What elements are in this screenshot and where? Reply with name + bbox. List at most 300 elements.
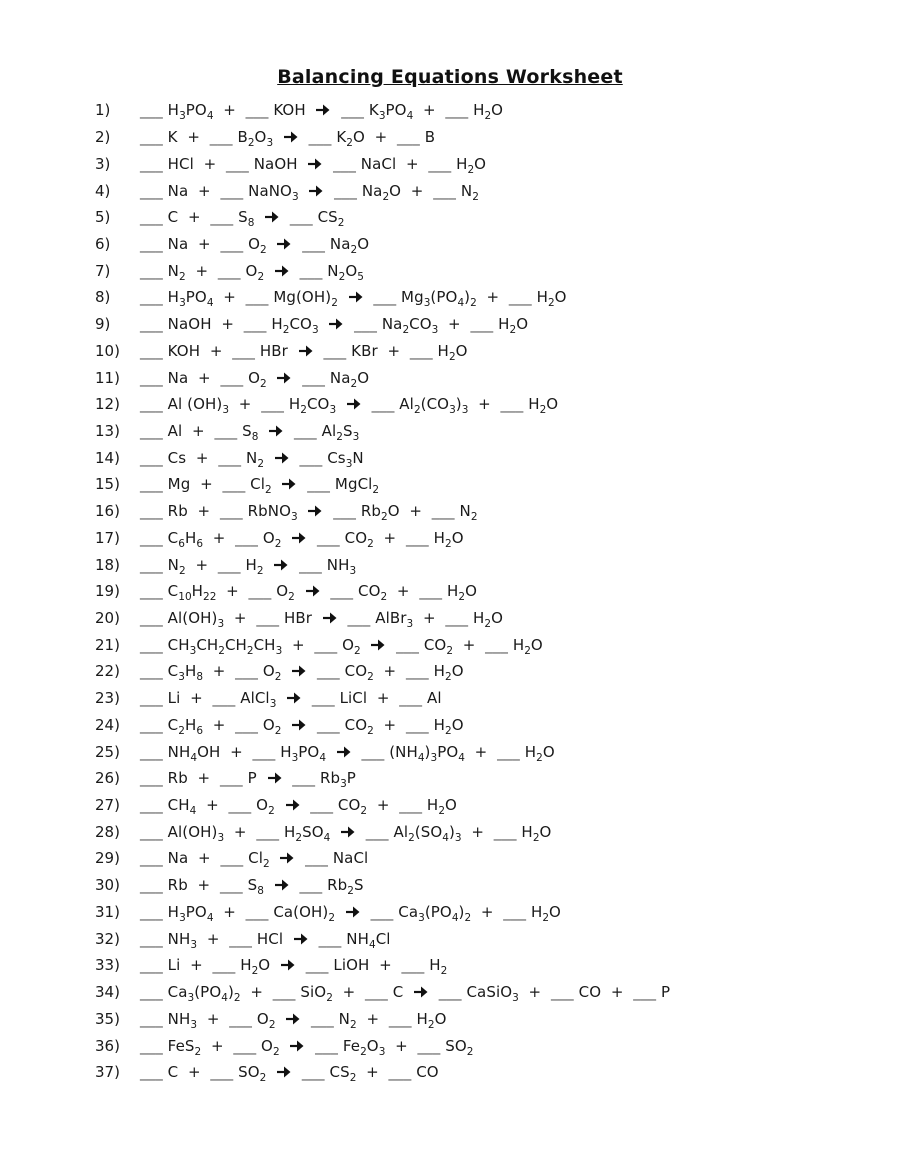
fill-in-blank: ___ (229, 1009, 253, 1028)
fill-in-blank: ___ (354, 315, 377, 334)
fill-in-blank: ___ (235, 715, 258, 734)
equation-number: 7) (95, 261, 111, 280)
arrow-icon (283, 128, 299, 146)
arrow-icon (308, 182, 324, 200)
equation-number: 1) (95, 101, 111, 120)
fill-in-blank: ___ (140, 956, 163, 975)
subscript: 6 (178, 537, 185, 550)
fill-in-blank: ___ (228, 796, 252, 815)
equation-text: ___ Al $(OH)_3$ + ___ $H_2CO_3$ ___ $Al_2(CO_3)_3$ + ___ $H_2O$ (140, 395, 559, 417)
fill-in-blank: ___ (140, 876, 163, 895)
subscript: 2 (194, 1045, 202, 1058)
fill-in-blank: ___ (334, 181, 357, 200)
fill-in-blank: ___ (222, 475, 246, 494)
fill-in-blank: ___ (140, 1063, 163, 1082)
equation-text: ___ $Al(OH)_3$ + ___ HBr ___ AlBr$_3$ + ___ $H_2O$ (140, 609, 504, 631)
subscript: 3 (311, 324, 319, 337)
equation-text: ___ $N_2$ + ___ $H_2$ ___ $NH_3$ (140, 555, 357, 577)
fill-in-blank: ___ (318, 929, 342, 948)
subscript: 3 (291, 190, 299, 203)
fill-in-blank: ___ (307, 475, 331, 494)
subscript: 2 (257, 457, 265, 470)
subscript: 3 (378, 110, 386, 123)
subscript: 2 (532, 831, 540, 844)
equation-number: 34) (95, 983, 120, 1002)
equation-text: ___ Na + ___ $Cl_2$ ___ NaCl (140, 849, 369, 871)
subscript: 4 (406, 110, 414, 123)
equation-text: ___ $C_{10}H_{22}$ + ___ $O_2$ ___ $CO_2$ + ___ $H_2O$ (140, 582, 477, 604)
fill-in-blank: ___ (633, 983, 657, 1002)
equation-row (95, 952, 870, 979)
subscript: 4 (190, 751, 198, 764)
fill-in-blank: ___ (330, 582, 354, 601)
equation-row (95, 391, 870, 418)
fill-in-blank: ___ (209, 128, 233, 147)
equation-number: 13) (95, 421, 120, 440)
fill-in-blank: ___ (316, 715, 340, 734)
fill-in-blank: ___ (365, 983, 388, 1002)
equation-list (0, 97, 900, 1086)
subscript: 3 (345, 457, 353, 470)
fill-in-blank: ___ (229, 929, 253, 948)
fill-in-blank: ___ (245, 101, 269, 120)
subscript: 2 (233, 992, 241, 1005)
arrow-icon (268, 422, 284, 440)
fill-in-blank: ___ (397, 128, 420, 147)
equation-row (95, 792, 870, 819)
fill-in-blank: ___ (140, 582, 163, 601)
subscript: 4 (189, 805, 197, 818)
arrow-icon (348, 288, 364, 306)
fill-in-blank: ___ (361, 742, 385, 761)
equation-text: ___ Na + ___ $O_2$ ___ $Na_2O$ (140, 234, 370, 256)
fill-in-blank: ___ (140, 421, 163, 440)
fill-in-blank: ___ (140, 635, 163, 654)
equation-number: 20) (95, 609, 120, 628)
equation-number: 35) (95, 1009, 120, 1028)
fill-in-blank: ___ (243, 315, 267, 334)
subscript: 3 (266, 137, 274, 150)
arrow-icon (291, 662, 307, 680)
subscript: 2 (300, 404, 307, 417)
subscript: 2 (539, 404, 547, 417)
subscript: 3 (275, 644, 283, 657)
equation-number: 11) (95, 368, 120, 387)
subscript: 2 (367, 537, 374, 550)
fill-in-blank: ___ (256, 609, 280, 628)
fill-in-blank: ___ (314, 635, 338, 654)
fill-in-blank: ___ (310, 796, 334, 815)
fill-in-blank: ___ (302, 368, 326, 387)
subscript: 3 (418, 911, 425, 924)
subscript: 3 (329, 404, 337, 417)
subscript: 2 (367, 671, 374, 684)
arrow-icon (267, 769, 283, 787)
equation-row (95, 124, 870, 151)
fill-in-blank: ___ (299, 555, 322, 574)
equation-number: 29) (95, 849, 120, 868)
subscript: 3 (179, 297, 186, 310)
equation-number: 25) (95, 742, 120, 761)
fill-in-blank: ___ (140, 475, 163, 494)
equation-row (95, 925, 870, 952)
fill-in-blank: ___ (419, 582, 443, 601)
subscript: 2 (256, 564, 264, 577)
subscript: 3 (349, 564, 357, 577)
subscript: 2 (484, 618, 492, 631)
fill-in-blank: ___ (210, 208, 234, 227)
fill-in-blank: ___ (293, 421, 317, 440)
subscript: 2 (472, 190, 479, 203)
subscript: 2 (274, 724, 282, 737)
fill-in-blank: ___ (232, 341, 256, 360)
fill-in-blank: ___ (140, 502, 163, 521)
equation-text: ___ $CH_3CH_2CH_2CH_3$ + ___ $O_2$ ___ $CO_2$ + ___ $H_2O$ (140, 635, 543, 657)
fill-in-blank: ___ (445, 609, 469, 628)
fill-in-blank: ___ (550, 983, 574, 1002)
subscript: 6 (196, 537, 204, 550)
fill-in-blank: ___ (311, 689, 335, 708)
subscript: 2 (336, 430, 343, 443)
equation-text: ___ HCl + ___ NaOH ___ NaCl + ___ $H_2O$ (140, 154, 487, 176)
equation-text: ___ $Al(OH)_3$ + ___ $H_2SO_4$ ___ $Al_2(SO_4)_3$ + ___ $H_2O$ (140, 822, 552, 844)
subscript: 3 (269, 698, 277, 711)
subscript: 4 (369, 938, 376, 951)
subscript: 3 (512, 992, 519, 1005)
fill-in-blank: ___ (261, 395, 285, 414)
fill-in-blank: ___ (289, 208, 313, 227)
subscript: 2 (218, 644, 225, 657)
equation-text: ___ K + ___ $B_2O_3$ ___ $K_2O$ + ___ B (140, 128, 436, 150)
subscript: 3 (187, 992, 195, 1005)
equation-text: ___ $H_3PO_4$ + ___ $Ca(OH)_2$ ___ $Ca_3(PO_4)_2$ + ___ $H_2O$ (140, 902, 561, 924)
fill-in-blank: ___ (220, 849, 244, 868)
equation-text: ___ $C_2H_6$ + ___ $O_2$ ___ $CO_2$ + ___ $H_2O$ (140, 715, 464, 737)
equation-text: ___ KOH + ___ HBr ___ KBr + ___ $H_2O$ (140, 341, 468, 363)
fill-in-blank: ___ (401, 956, 425, 975)
equation-row (95, 899, 870, 926)
fill-in-blank: ___ (292, 769, 316, 788)
subscript: 3 (352, 430, 360, 443)
subscript: 3 (179, 110, 186, 123)
fill-in-blank: ___ (217, 555, 241, 574)
equation-row (95, 231, 870, 258)
fill-in-blank: ___ (399, 796, 423, 815)
fill-in-blank: ___ (333, 154, 356, 173)
subscript: 2 (268, 805, 275, 818)
fill-in-blank: ___ (405, 528, 429, 547)
equation-row (95, 150, 870, 177)
arrow-icon (307, 502, 323, 520)
subscript: 2 (360, 1045, 367, 1058)
fill-in-blank: ___ (140, 261, 163, 280)
equation-row (95, 204, 870, 231)
subscript: 6 (196, 724, 204, 737)
fill-in-blank: ___ (365, 822, 389, 841)
subscript: 3 (179, 911, 186, 924)
subscript: 2 (274, 671, 282, 684)
equation-number: 6) (95, 234, 111, 253)
equation-number: 5) (95, 208, 111, 227)
subscript: 2 (179, 564, 186, 577)
equation-row (95, 979, 870, 1006)
equation-text: ___ $C_6H_6$ + ___ $O_2$ ___ $CO_2$ + ___ $H_2O$ (140, 528, 464, 550)
fill-in-blank: ___ (233, 1036, 257, 1055)
page-title: Balancing Equations Worksheet (277, 66, 623, 88)
fill-in-blank: ___ (431, 502, 455, 521)
subscript: 2 (402, 324, 410, 337)
equation-text: ___ Al + ___ $S_8$ ___ $Al_2S_3$ (140, 421, 360, 443)
fill-in-blank: ___ (305, 849, 328, 868)
fill-in-blank: ___ (301, 1063, 325, 1082)
fill-in-blank: ___ (500, 395, 524, 414)
equation-text: ___ FeS$_2$ + ___ $O_2$ ___ $Fe_2O_3$ + ___ $SO_2$ (140, 1036, 474, 1058)
fill-in-blank: ___ (140, 662, 163, 681)
fill-in-blank: ___ (140, 181, 163, 200)
subscript: 3 (461, 404, 469, 417)
subscript: 3 (291, 751, 299, 764)
equation-text: ___ Mg + ___ $Cl_2$ ___ MgCl$_2$ (140, 475, 380, 497)
arrow-icon (274, 876, 290, 894)
subscript: 4 (458, 751, 465, 764)
subscript: 4 (206, 911, 214, 924)
equation-number: 37) (95, 1063, 120, 1082)
fill-in-blank: ___ (305, 956, 329, 975)
subscript: 3 (217, 831, 225, 844)
equation-text: ___ NaOH + ___ $H_2CO_3$ ___ $Na_2CO_3$ + ___ $H_2O$ (140, 315, 529, 337)
equation-text: ___ $H_3PO_4$ + ___ $Mg(OH)_2$ ___ $Mg_3(PO_4)_2$ + ___ $H_2O$ (140, 288, 567, 310)
equation-number: 21) (95, 635, 120, 654)
arrow-icon (276, 235, 292, 253)
subscript: 2 (337, 217, 345, 230)
arrow-icon (273, 556, 289, 574)
subscript: 2 (246, 644, 254, 657)
equation-row (95, 364, 870, 391)
fill-in-blank: ___ (219, 769, 243, 788)
fill-in-blank: ___ (315, 1036, 338, 1055)
subscript: 2 (347, 885, 354, 898)
subscript: 2 (509, 324, 517, 337)
equation-number: 12) (95, 395, 120, 414)
fill-in-blank: ___ (503, 902, 527, 921)
subscript: 2 (458, 591, 466, 604)
subscript: 2 (350, 377, 358, 390)
equation-text: ___ $NH_3$ + ___ $O_2$ ___ $N_2$ + ___ $H_2O$ (140, 1009, 447, 1031)
equation-row (95, 257, 870, 284)
fill-in-blank: ___ (388, 1009, 412, 1028)
equation-row (95, 97, 870, 124)
fill-in-blank: ___ (140, 128, 163, 147)
subscript: 2 (464, 911, 472, 924)
equation-number: 28) (95, 822, 120, 841)
fill-in-blank: ___ (248, 582, 272, 601)
equation-row (95, 177, 870, 204)
subscript: 2 (328, 911, 336, 924)
subscript: 2 (353, 644, 361, 657)
subscript: 2 (251, 965, 259, 978)
fill-in-blank: ___ (508, 288, 532, 307)
subscript: 2 (440, 965, 448, 978)
fill-in-blank: ___ (219, 876, 243, 895)
fill-in-blank: ___ (140, 315, 163, 334)
fill-in-blank: ___ (140, 769, 163, 788)
fill-in-blank: ___ (140, 822, 163, 841)
fill-in-blank: ___ (256, 822, 280, 841)
fill-in-blank: ___ (220, 181, 244, 200)
subscript: 2 (536, 751, 543, 764)
equation-text: ___ $NH_4OH$ + ___ $H_3PO_4$ ___ $(NH_4)_3PO_4$ + ___ $H_2O$ (140, 742, 555, 764)
equation-row (95, 578, 870, 605)
fill-in-blank: ___ (252, 742, 276, 761)
equation-row (95, 605, 870, 632)
subscript: 8 (257, 885, 264, 898)
fill-in-blank: ___ (140, 154, 163, 173)
equation-text: ___ C + ___ $S_8$ ___ $CS_2$ (140, 208, 345, 230)
equation-row (95, 845, 870, 872)
subscript: 2 (470, 297, 477, 310)
subscript: 2 (350, 243, 358, 256)
subscript: 2 (338, 270, 346, 283)
fill-in-blank: ___ (405, 662, 429, 681)
fill-in-blank: ___ (220, 234, 244, 253)
arrow-icon (307, 155, 323, 173)
subscript: 4 (206, 297, 214, 310)
equation-number: 18) (95, 555, 120, 574)
fill-in-blank: ___ (140, 528, 163, 547)
subscript: 2 (260, 243, 267, 256)
subscript: 2 (445, 537, 452, 550)
subscript: 2 (262, 858, 270, 871)
equation-text: ___ Li + ___ $H_2O$ ___ LiOH + ___ $H_2$ (140, 956, 448, 978)
equation-row (95, 631, 870, 658)
subscript: 3 (340, 778, 347, 791)
equation-number: 14) (95, 448, 120, 467)
equation-number: 32) (95, 929, 120, 948)
subscript: 3 (190, 938, 198, 951)
subscript: 2 (272, 1045, 280, 1058)
subscript: 2 (295, 831, 303, 844)
subscript: 3 (222, 404, 230, 417)
equation-row (95, 1032, 870, 1059)
arrow-icon (315, 101, 331, 119)
subscript: 2 (179, 270, 186, 283)
fill-in-blank: ___ (272, 983, 296, 1002)
equation-number: 2) (95, 128, 111, 147)
equation-row (95, 712, 870, 739)
subscript: 2 (257, 270, 265, 283)
fill-in-blank: ___ (245, 288, 269, 307)
subscript: 3 (378, 1045, 386, 1058)
fill-in-blank: ___ (140, 983, 163, 1002)
fill-in-blank: ___ (341, 101, 365, 120)
subscript: 2 (331, 297, 338, 310)
subscript: 8 (196, 671, 204, 684)
equation-number: 26) (95, 769, 120, 788)
fill-in-blank: ___ (299, 876, 323, 895)
arrow-icon (285, 796, 301, 814)
fill-in-blank: ___ (299, 261, 323, 280)
fill-in-blank: ___ (235, 528, 258, 547)
subscript: 2 (438, 805, 445, 818)
equation-number: 10) (95, 341, 120, 360)
equation-row (95, 872, 870, 899)
fill-in-blank: ___ (140, 1036, 163, 1055)
arrow-icon (264, 208, 280, 226)
fill-in-blank: ___ (370, 902, 394, 921)
subscript: 2 (467, 163, 475, 176)
arrow-icon (279, 849, 295, 867)
fill-in-blank: ___ (316, 662, 340, 681)
fill-in-blank: ___ (428, 154, 452, 173)
arrow-icon (274, 262, 290, 280)
equation-number: 31) (95, 902, 120, 921)
fill-in-blank: ___ (417, 1036, 441, 1055)
arrow-icon (345, 903, 361, 921)
fill-in-blank: ___ (140, 689, 163, 708)
equation-number: 33) (95, 956, 120, 975)
equation-text: ___ Rb + ___ P ___ $Rb_3P$ (140, 769, 356, 791)
arrow-icon (370, 636, 386, 654)
fill-in-blank: ___ (396, 635, 419, 654)
equation-number: 36) (95, 1036, 120, 1055)
fill-in-blank: ___ (217, 261, 241, 280)
subscript: 3 (430, 751, 438, 764)
equation-row (95, 525, 870, 552)
arrow-icon (274, 449, 290, 467)
equation-row (95, 444, 870, 471)
arrow-icon (413, 983, 429, 1001)
fill-in-blank: ___ (140, 234, 163, 253)
subscript: 2 (349, 1072, 357, 1085)
fill-in-blank: ___ (409, 341, 433, 360)
fill-in-blank: ___ (493, 822, 517, 841)
equation-text: ___ Li + ___ AlCl$_3$ ___ LiCl + ___ Al (140, 689, 442, 711)
equation-number: 3) (95, 154, 111, 173)
fill-in-blank: ___ (347, 609, 371, 628)
equation-text: ___ Rb + ___ RbNO$_3$ ___ $Rb_2O$ + ___ $N_2$ (140, 502, 478, 524)
subscript: 2 (274, 537, 282, 550)
fill-in-blank: ___ (438, 983, 462, 1002)
subscript: 3 (423, 297, 431, 310)
fill-in-blank: ___ (140, 368, 163, 387)
subscript: 10 (178, 591, 192, 604)
subscript: 3 (449, 404, 456, 417)
subscript: 2 (247, 137, 255, 150)
subscript: 2 (259, 1072, 267, 1085)
subscript: 3 (291, 511, 298, 524)
equation-row (95, 311, 870, 338)
subscript: 3 (178, 671, 185, 684)
arrow-icon (293, 930, 309, 948)
fill-in-blank: ___ (140, 448, 163, 467)
subscript: 2 (265, 484, 272, 497)
subscript: 8 (247, 217, 255, 230)
subscript: 2 (350, 1018, 357, 1031)
fill-in-blank: ___ (140, 395, 163, 414)
equation-text: ___ Na + ___ NaNO$_3$ ___ $Na_2O$ + ___ $N_2$ (140, 181, 479, 203)
equation-number: 22) (95, 662, 120, 681)
equation-number: 9) (95, 315, 111, 334)
fill-in-blank: ___ (316, 528, 340, 547)
subscript: 2 (381, 511, 388, 524)
fill-in-blank: ___ (214, 421, 238, 440)
subscript: 4 (206, 110, 214, 123)
fill-in-blank: ___ (212, 956, 236, 975)
equation-number: 19) (95, 582, 120, 601)
fill-in-blank: ___ (140, 609, 163, 628)
subscript: 2 (484, 110, 492, 123)
subscript: 3 (189, 644, 197, 657)
